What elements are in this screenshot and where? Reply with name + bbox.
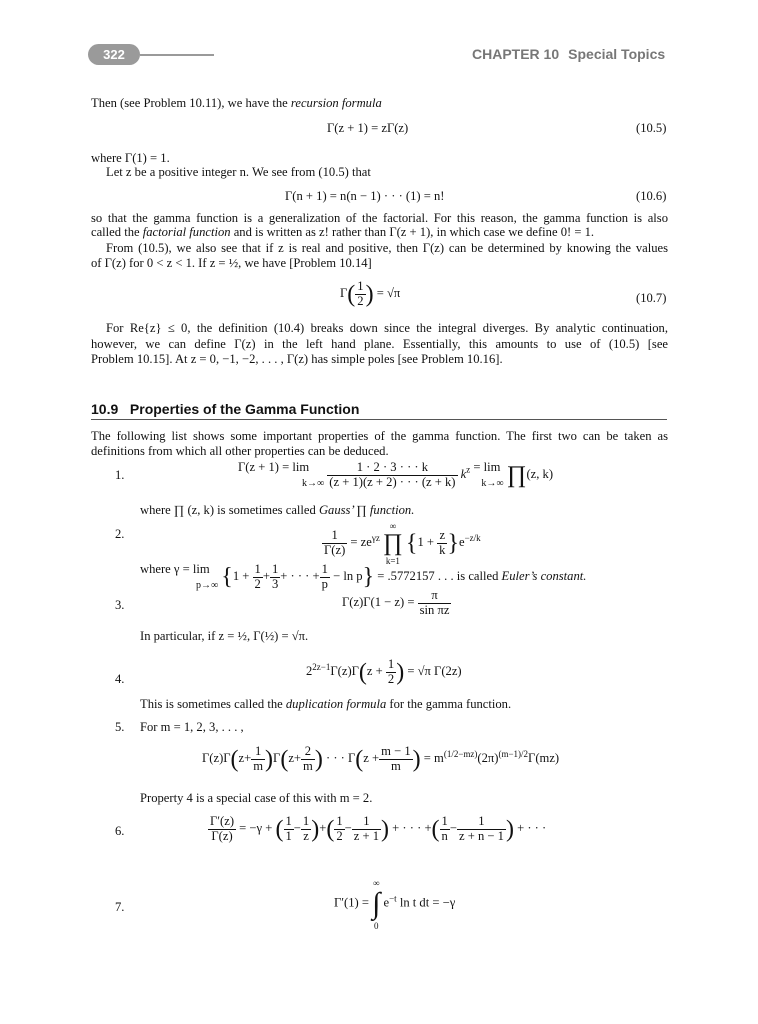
fraction [327,461,457,490]
denominator: m [253,758,264,773]
numerator: z [437,529,447,544]
equation-number: (10.6) [636,189,667,203]
text: z + [366,664,386,679]
emphasis: factorial function [142,225,231,239]
numerator: 1 [441,814,448,828]
section-rule [91,419,667,420]
text: e [383,895,390,910]
euler-constant-line: where γ = lim p→∞ {1 + $\frac{1}{2}$ + $\frac{1}{3}$ + · · · + $\frac{1}{p}$ − ln p} = .5772157 . . . is called Euler’s constant. [140,561,587,591]
paren: ) [365,281,374,308]
text: called the [91,225,143,239]
item-number: 7. [115,900,125,914]
paren: ( [358,659,367,686]
fraction [334,815,344,844]
paren: ( [280,746,289,773]
fraction [301,745,315,774]
text: Then (see Problem 10.11), we have the [91,96,291,110]
fraction [355,280,365,309]
superscript: z [466,464,471,475]
text: This is sometimes called the [140,697,286,711]
property-3-equation [342,589,451,618]
text-line: so that the gamma function is a generalization of the factorial. For this reason, the gamma function is also [91,211,668,225]
denominator: z + n − 1 [458,828,504,843]
equation-number: (10.7) [636,291,667,305]
fraction [322,529,347,558]
denominator: 2 [254,576,261,591]
emphasis: Gauss’ [318,503,357,517]
emphasis: Euler’s constant. [501,568,587,583]
text: Γ′(1) = [334,895,369,910]
denominator: z + 1 [353,828,380,843]
lower-limit: k=1 [385,556,400,567]
text-line: Let z be a positive integer n. We see from (10.5) that [106,165,371,179]
text: e [458,535,465,550]
numerator: 1 [336,814,343,828]
text: Γ(mz) [528,751,560,766]
denominator: 3 [271,576,279,591]
denominator: n [441,828,448,843]
chapter-label: CHAPTER 10 [472,46,560,62]
numerator: Γ′(z) [210,814,235,828]
paren: ) [381,816,390,843]
emphasis: function. [366,503,415,517]
denominator: 2 [357,293,364,308]
property-7-equation [334,876,455,931]
fraction [284,815,294,844]
product-symbol: ∏ [383,530,403,557]
text: Γ [340,286,348,301]
numerator: 1 [254,561,261,576]
fraction [301,815,311,844]
numerator: 1 [387,657,395,671]
numerator: 1 · 2 · 3 · · · k [327,461,457,476]
text-line: however, we can define Γ(z) in the left hand plane. Essentially, this amounts to use of (10.5) [see [91,337,668,351]
paren: ( [355,746,364,773]
fraction [320,563,330,592]
text-line: For Re{z} ≤ 0, the definition (10.4) breaks down since the integral diverges. By analytic continuation, [106,321,668,335]
denominator: z [303,828,309,843]
section-title: Properties of the Gamma Function [129,401,360,417]
upper-limit: ∞ [389,521,397,531]
text-line [140,697,511,712]
numerator: 1 [251,745,265,760]
denominator: 1 [285,828,292,843]
integral-symbol: ∫ [372,886,381,920]
numerator: 1 [285,814,292,828]
equation-10-6: Γ(n + 1) = n(n − 1) · · · (1) = n! [285,189,445,203]
item-number: 5. [115,720,125,734]
text-line: Property 4 is a special case of this with m = 2. [140,791,373,805]
running-header [472,46,665,62]
upper-limit: ∞ [373,878,380,888]
paren: ( [347,281,356,308]
paren: ( [275,816,284,843]
chapter-title: Special Topics [568,46,666,62]
limit-sub: k→∞ [481,478,504,489]
text-line: The following list shows some important properties of the gamma function. The first two can be taken as [91,429,668,443]
text-line: where ∏ (z, k) is sometimes called Gauss’ ∏ function. [140,503,415,517]
property-2-equation [322,520,481,567]
denominator: 2 [387,671,395,686]
product-block [383,520,403,567]
item-number: 4. [115,672,125,686]
equation-10-7 [340,280,400,309]
fraction [418,589,452,618]
emphasis: recursion formula [290,96,382,110]
numerator: π [418,589,452,604]
property-4-equation [306,658,462,687]
denominator: m [390,758,401,773]
text: of Γ(z) for 0 < z < 1. If z = [91,256,229,270]
text: = ze [350,535,372,550]
superscript: (1/2−mz) [443,749,478,760]
paren: ( [326,816,335,843]
text: where γ = lim [140,562,210,576]
superscript: (m−1)/2 [498,749,529,760]
page-number-badge: 322 [88,44,140,65]
text: = .5772157 . . . is called [377,568,502,583]
paren: ) [311,816,320,843]
numerator: m − 1 [381,744,411,758]
text: and is written as z! rather than Γ(z + 1), in which case we define 0! = 1. [230,225,595,239]
fraction [208,815,236,844]
header-rule [140,54,214,56]
text: 2 [306,664,313,679]
fraction [270,563,280,592]
integral-block [372,876,380,931]
denominator: (z + 1)(z + 2) · · · (z + k) [329,474,456,489]
numerator: 1 [357,279,364,293]
item-number: 3. [115,598,125,612]
item-number: 2. [115,527,125,541]
superscript: γz [371,533,380,544]
text: Γ(z + 1) = lim [238,460,310,474]
text: Γ(z)Γ [202,751,231,766]
denominator: m [303,758,313,773]
numerator: 2 [301,745,315,760]
text-line: definitions from which all other properties can be deduced. [91,444,389,458]
paren: ) [396,659,405,686]
text-line: For m = 1, 2, 3, . . . , [140,720,244,734]
emphasis: duplication formula [285,697,387,711]
fraction [386,658,396,687]
text: 1 + [417,535,438,550]
limit-sub: p→∞ [196,580,219,591]
text: − ln p [329,568,363,583]
denominator: Γ(z) [324,542,346,557]
property-5-equation: Γ(z)Γ(z+ $\frac{1}{m}$ )Γ(z+ $\frac{2}{m}$ ) · · · Γ(z + $\frac{m - 1}{m}$ ) = $m^{(1/2-mz)}(2\pi)^{(m-1)/2}\Gamma(mz)$ [202,744,560,773]
text: + · · · [517,821,547,836]
paren: ) [412,746,421,773]
item-number: 6. [115,824,125,838]
text-line: In particular, if z = ½, Γ(½) = √π. [140,629,309,643]
text-line [91,225,594,240]
text: = −γ + [239,821,273,836]
superscript: −t [389,893,397,904]
superscript: −z/k [464,533,481,544]
section-number: 10.9 [91,401,119,417]
text: (z, k) [526,466,554,481]
item-number: 1. [115,468,125,482]
numerator: 1 [352,815,381,830]
limit-sub: k→∞ [302,478,325,489]
lower-limit: 0 [374,920,379,931]
lim-block [140,562,218,592]
denominator: 2 [336,828,343,843]
denominator: sin πz [419,602,450,617]
paren: ) [505,816,514,843]
text: (2π) [477,751,499,766]
superscript: 2z−1 [312,662,331,673]
text: ln t dt = −γ [396,895,456,910]
fraction [440,815,450,844]
text-line: Problem 10.15]. At z = 0, −1, −2, . . . , Γ(z) has simple poles [see Problem 10.16]. [91,352,503,366]
numerator: 1 [321,561,328,576]
text: = √π [376,286,401,301]
text-line [91,256,372,271]
text: = lim [473,460,501,474]
text: (z, k) is sometimes called [184,503,319,517]
intro-line [91,96,382,111]
section-heading [91,401,359,417]
product-symbol: ∏ [506,462,527,488]
paren: ) [265,746,274,773]
property-6-equation: $\frac{\Gamma'(z)}{\Gamma(z)}$ = −γ + ( $\frac{1}{1}$ − $\frac{1}{z}$ )+( $\frac{1}{2}$ − $\frac{1}{z + 1}$ ) + · · · +( $\frac{1}{n}$ − $\frac{1}{z + n - 1}$ ) + · · · [210,814,547,843]
text: Γ(z)Γ [330,664,359,679]
brace: } [362,564,375,590]
fraction [379,745,413,774]
paren: ( [431,816,440,843]
text: k [460,466,467,481]
text-line: From (10.5), we also see that if z is real and positive, then Γ(z) can be determined by knowing the values [106,241,668,255]
fraction [251,745,265,774]
text: = m [423,751,444,766]
numerator: 1 [322,529,347,544]
lim-block [238,460,324,490]
text-line: where Γ(1) = 1. [91,151,170,165]
denominator: k [439,542,446,557]
numerator: 1 [457,815,506,830]
brace: { [221,564,233,590]
fraction [253,563,263,592]
brace: } [447,530,459,557]
text: Γ(z)Γ(1 − z) = [342,595,415,610]
text: where [140,503,174,517]
denominator: p [321,576,328,591]
fraction [457,815,506,844]
fraction [352,815,381,844]
paren: ( [230,746,239,773]
equation-number: (10.5) [636,121,667,135]
text: , we have [Problem 10.14] [238,256,372,270]
numerator: 1 [271,561,279,576]
fraction [437,529,447,558]
denominator: Γ(z) [211,828,233,843]
numerator: 1 [302,814,310,828]
text: = √π Γ(2z) [407,664,462,679]
lim-block [473,460,503,490]
text: 1 + [232,568,253,583]
equation-10-5: Γ(z + 1) = zΓ(z) [327,121,409,135]
text: ½ [228,256,239,270]
property-1-equation [238,460,553,490]
text: for the gamma function. [386,697,512,711]
brace: { [405,530,418,557]
paren: ) [314,746,323,773]
